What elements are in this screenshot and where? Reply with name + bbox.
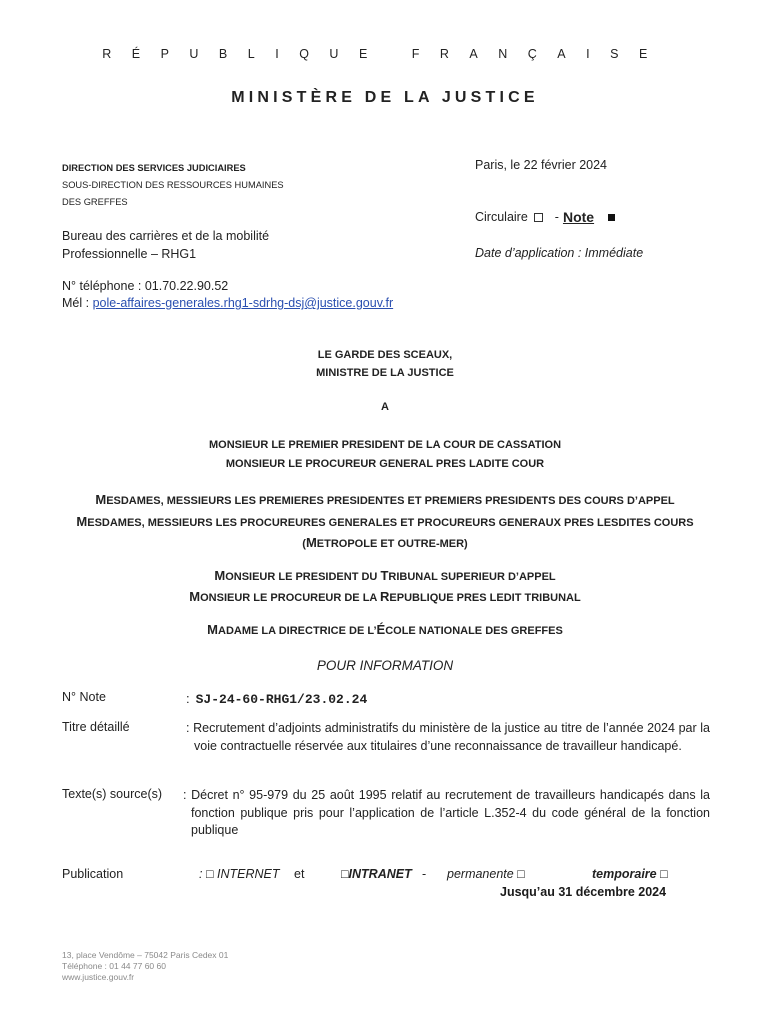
- sous-direction-line-1: SOUS-DIRECTION DES RESSOURCES HUMAINES: [62, 180, 284, 190]
- et-connector: et: [294, 867, 305, 881]
- temporaire-option[interactable]: temporaire □: [592, 867, 668, 881]
- circulaire-checkbox[interactable]: [534, 213, 543, 222]
- metropole-line: (METROPOLE ET OUTRE-MER): [302, 535, 468, 550]
- bureau-line-1: Bureau des carrières et de la mobilité: [62, 229, 270, 243]
- premier-president-line: MONSIEUR LE PREMIER PRESIDENT DE LA COUR DE CASSATION: [208, 439, 562, 451]
- place-date: Paris, le 22 février 2024: [475, 158, 608, 172]
- garde-line-2: MINISTRE DE LA JUSTICE: [316, 367, 454, 379]
- direction-name: DIRECTION DES SERVICES JUDICIAIRES: [62, 163, 246, 173]
- garde-line-1: LE GARDE DES SCEAUX,: [317, 349, 453, 361]
- telephone-line: N° téléphone : 01.70.22.90.52: [62, 279, 229, 293]
- textes-sources-value: : Décret n° 95-979 du 25 août 1995 relatif au recrutement de travailleurs handicapés dans la fonction publique pris pour l’application de l’article L.352-4 du code général de la fonction publique: [183, 788, 710, 837]
- email-link[interactable]: pole-affaires-generales.rhg1-sdrhg-dsj@justice.gouv.fr: [92, 296, 394, 310]
- footer-telephone: Téléphone : 01 44 77 60 60: [62, 961, 166, 971]
- premieres-presidentes-line: MESDAMES, MESSIEURS LES PREMIERES PRESIDENTES ET PREMIERS PRESIDENTS DES COURS D’APPEL: [95, 492, 675, 507]
- sous-direction-line-2: DES GREFFES: [62, 197, 128, 207]
- publication-label: Publication: [62, 867, 124, 881]
- footer-block: [62, 950, 228, 983]
- sender-title: [0, 346, 770, 382]
- sender-block: [62, 160, 284, 211]
- pour-information: POUR INFORMATION: [316, 658, 454, 673]
- note-number-label: N° Note: [62, 690, 106, 704]
- footer-address: 13, place Vendôme – 75042 Paris Cedex 01: [62, 950, 229, 960]
- publication-dash: -: [422, 867, 427, 881]
- titre-detaille-value: : Recrutement d’adjoints administratifs du ministère de la justice au titre de l’année 2024 par la voie contractuelle réservée aux titulaires d’une reconnaissance de travailleur handicapé.: [186, 721, 710, 753]
- type-separator: -: [554, 210, 559, 224]
- procureures-generales-line: MESDAMES, MESSIEURS LES PROCUREURES GENERALES ET PROCUREURS GENERAUX PRES LESDITES COURS: [76, 513, 694, 529]
- note-checked-box[interactable]: [608, 214, 615, 221]
- note-number-value: : SJ-24-60-RHG1/23.02.24: [186, 691, 368, 707]
- textes-sources-label: Texte(s) source(s): [62, 787, 163, 801]
- circulaire-label: Circulaire: [475, 210, 528, 224]
- document-type-row: [475, 209, 615, 225]
- email-line: [62, 295, 393, 312]
- procureur-general-line: MONSIEUR LE PROCUREUR GENERAL PRES LADITE COUR: [225, 458, 545, 470]
- email-label: Mél :: [62, 296, 93, 310]
- footer-website: www.justice.gouv.fr: [62, 972, 135, 982]
- contact-block: [62, 278, 393, 312]
- tribunal-superieur-addressees: [0, 566, 770, 608]
- republique-francaise-heading: RÉPUBLIQUE FRANÇAISE: [102, 47, 668, 61]
- procureur-republique-line: MONSIEUR LE PROCUREUR DE LA REPUBLIQUE PRES LEDIT TRIBUNAL: [189, 589, 581, 604]
- president-tribunal-line: MONSIEUR LE PRESIDENT DU TRIBUNAL SUPERIEUR D’APPEL: [214, 568, 556, 583]
- titre-detaille-label: Titre détaillé: [62, 720, 130, 734]
- intranet-option[interactable]: □INTRANET: [341, 867, 412, 881]
- date-application: Date d’application : Immédiate: [475, 246, 644, 260]
- permanente-option[interactable]: permanente □: [447, 867, 525, 881]
- temporaire-end-date: Jusqu’au 31 décembre 2024: [500, 885, 667, 899]
- cassation-addressees: [0, 436, 770, 474]
- internet-option[interactable]: : □ INTERNET: [199, 867, 280, 881]
- cours-appel-addressees: [0, 490, 770, 555]
- bureau-line-2: Professionnelle – RHG1: [62, 247, 197, 261]
- note-label: Note: [562, 209, 595, 225]
- bureau-block: [62, 227, 269, 263]
- a-connector: A: [381, 401, 389, 413]
- ecole-greffes-addressee: MADAME LA DIRECTRICE DE L’ÉCOLE NATIONALE DES GREFFES: [207, 622, 563, 637]
- ministere-heading: MINISTÈRE DE LA JUSTICE: [231, 89, 539, 106]
